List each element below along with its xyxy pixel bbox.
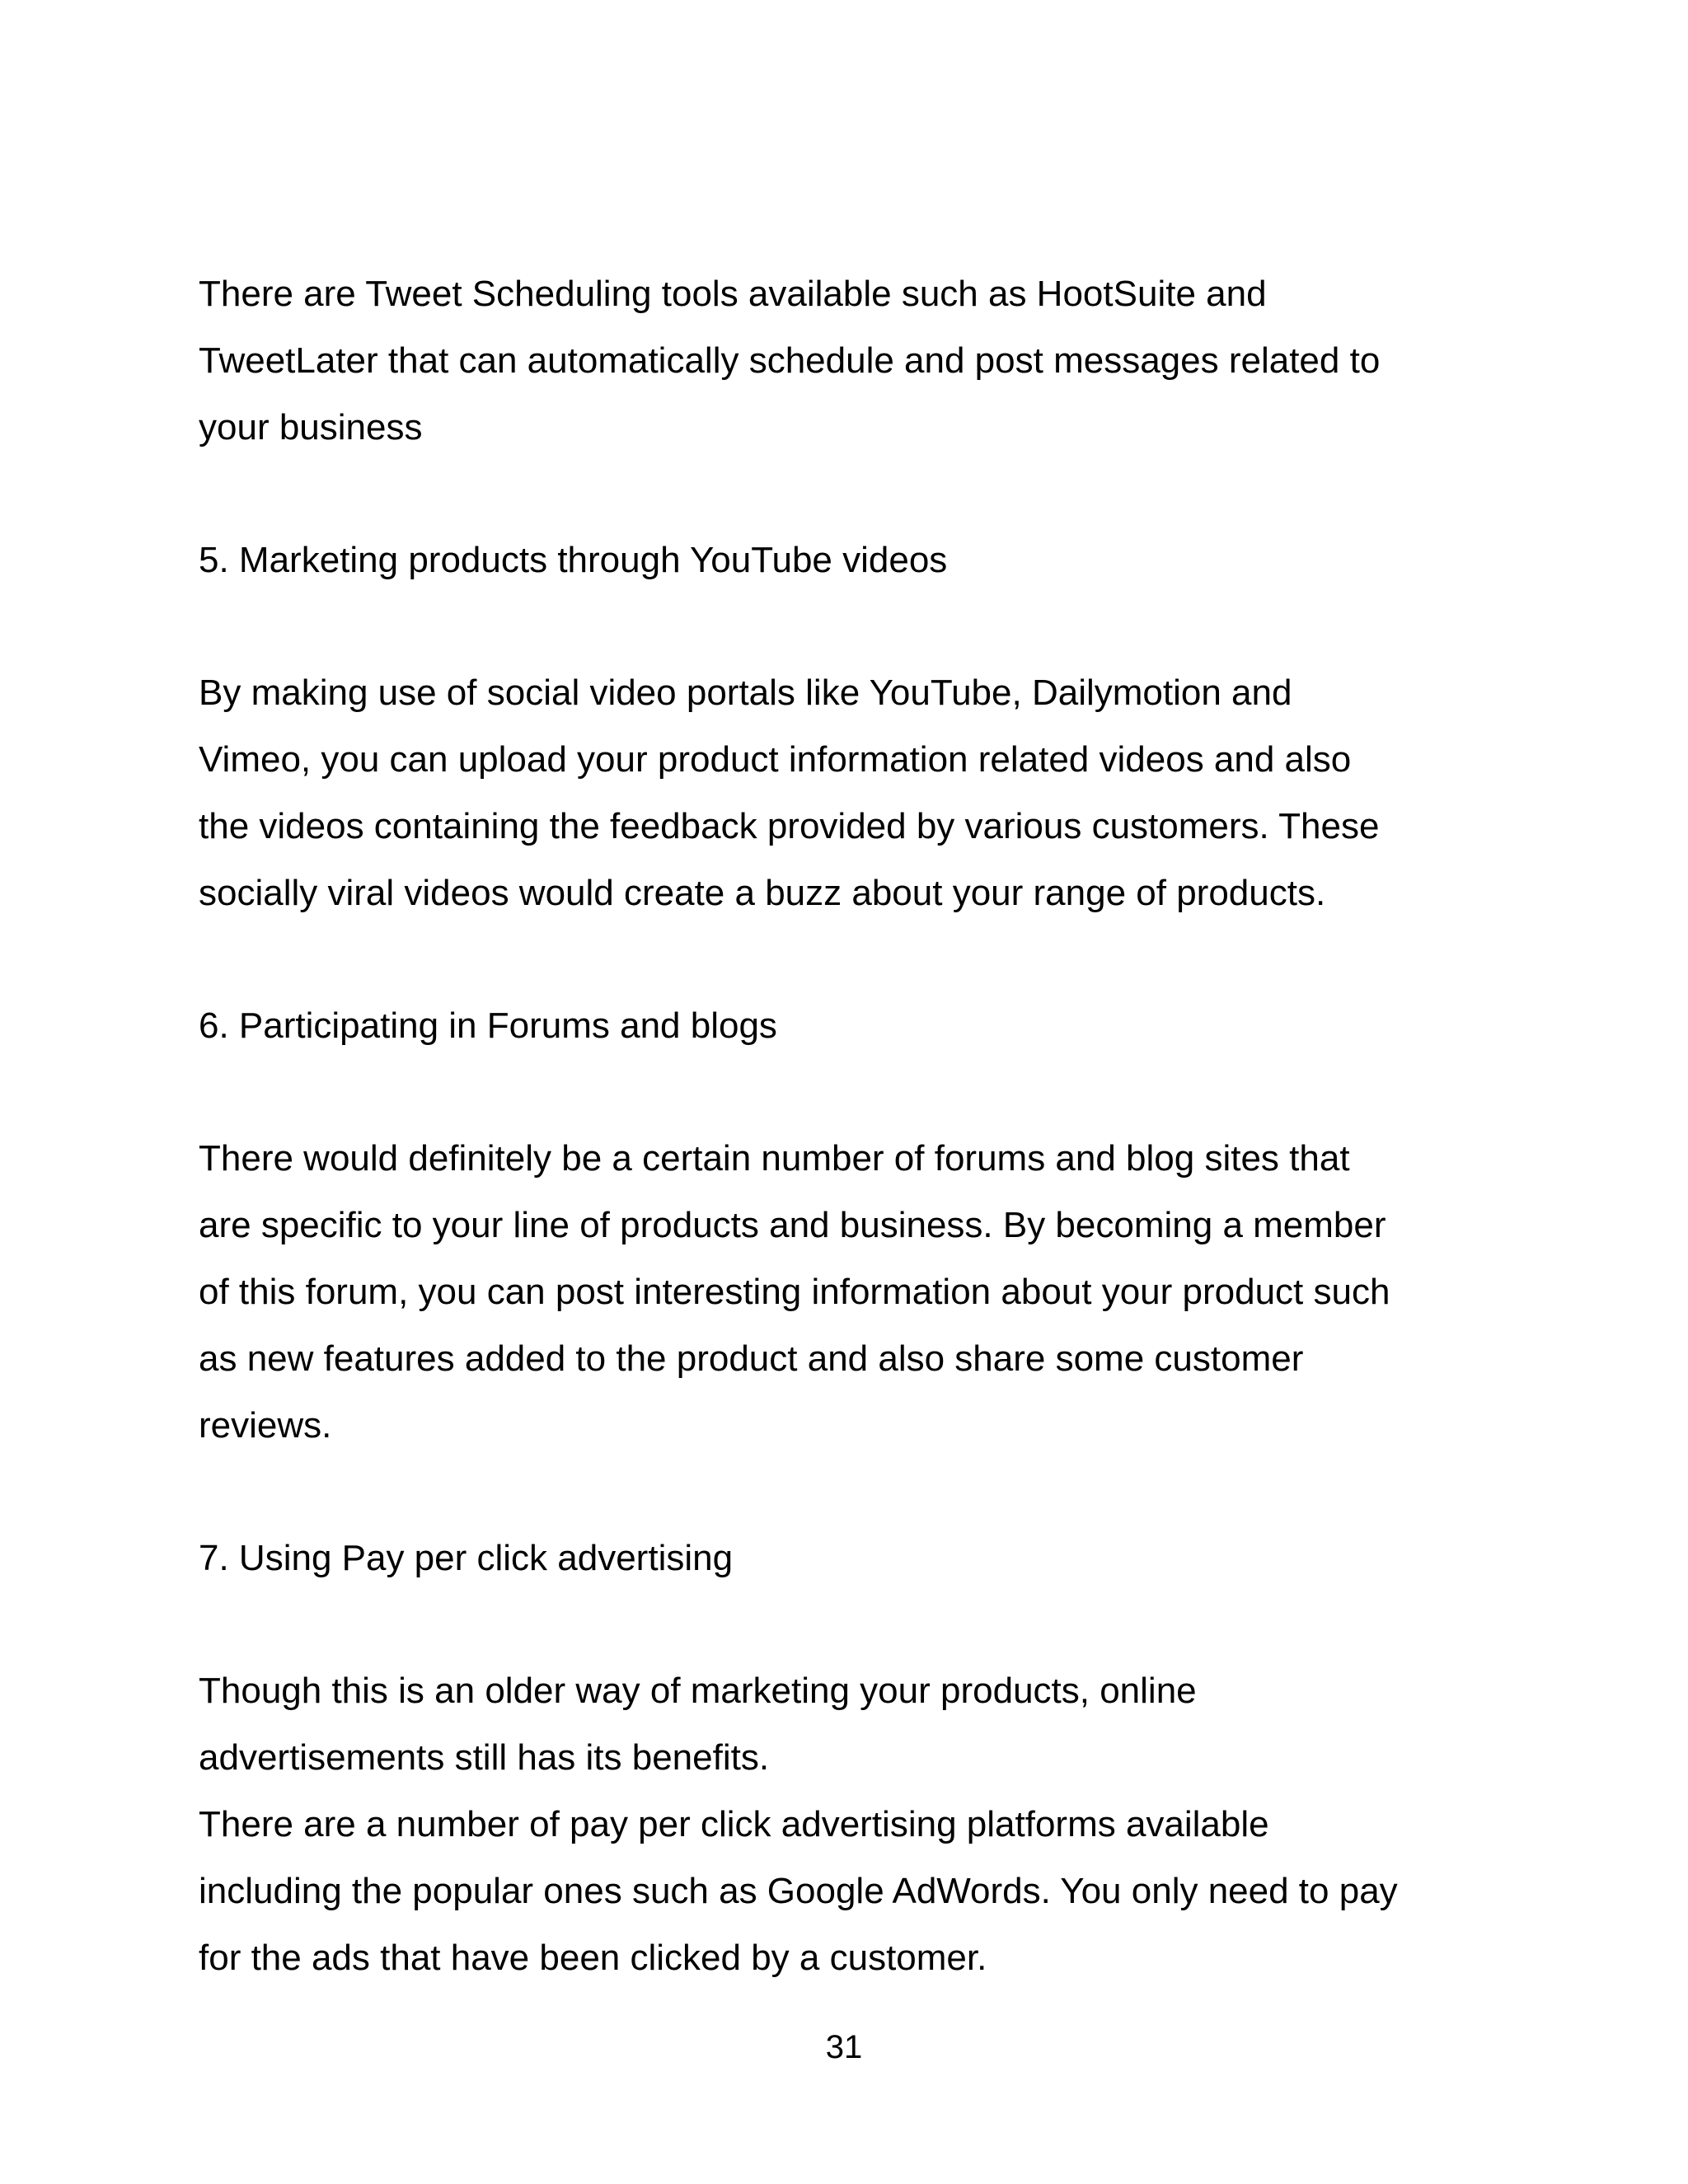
page-content [199, 260, 1517, 1991]
text-line: By making use of social video portals like YouTube, Dailymotion and [199, 673, 1292, 713]
heading-text: 6. Participating in Forums and blogs [199, 1005, 777, 1046]
text-line: as new features added to the product and also share some customer [199, 1338, 1304, 1379]
text-line: including the popular ones such as Google AdWords. You only need to pay [199, 1871, 1398, 1911]
text-line: There would definitely be a certain number of forums and blog sites that [199, 1138, 1350, 1179]
page-number: 31 [825, 2029, 863, 2065]
heading-forums-blogs [199, 992, 1517, 1059]
paragraph-gap [199, 1059, 1517, 1125]
paragraph-tweet-scheduling [199, 260, 1517, 461]
text-line: Though this is an older way of marketing your products, online [199, 1671, 1197, 1711]
text-line: Vimeo, you can upload your product information related videos and also [199, 739, 1352, 780]
text-line: There are Tweet Scheduling tools available such as HootSuite and [199, 274, 1267, 314]
paragraph-gap [199, 1459, 1517, 1525]
paragraph-gap [199, 461, 1517, 527]
paragraph-ppc [199, 1657, 1517, 1991]
paragraph-gap [199, 926, 1517, 992]
heading-text: 7. Using Pay per click advertising [199, 1538, 734, 1578]
heading-text: 5. Marketing products through YouTube videos [199, 540, 948, 580]
text-line: There are a number of pay per click advertising platforms available [199, 1804, 1269, 1844]
text-line: reviews. [199, 1405, 332, 1446]
heading-pay-per-click [199, 1525, 1517, 1591]
text-line: advertisements still has its benefits. [199, 1737, 770, 1778]
heading-youtube-videos [199, 527, 1517, 593]
text-line: socially viral videos would create a buzz about your range of products. [199, 873, 1326, 913]
paragraph-video-portals [199, 659, 1517, 926]
text-line: for the ads that have been clicked by a customer. [199, 1938, 987, 1978]
text-line: are specific to your line of products and business. By becoming a member [199, 1205, 1386, 1245]
text-line: your business [199, 407, 423, 448]
text-line: of this forum, you can post interesting information about your product such [199, 1272, 1390, 1312]
paragraph-gap [199, 1591, 1517, 1657]
paragraph-forums [199, 1125, 1517, 1459]
paragraph-gap [199, 593, 1517, 659]
text-line: TweetLater that can automatically schedule and post messages related to [199, 340, 1381, 381]
text-line: the videos containing the feedback provided by various customers. These [199, 806, 1380, 846]
